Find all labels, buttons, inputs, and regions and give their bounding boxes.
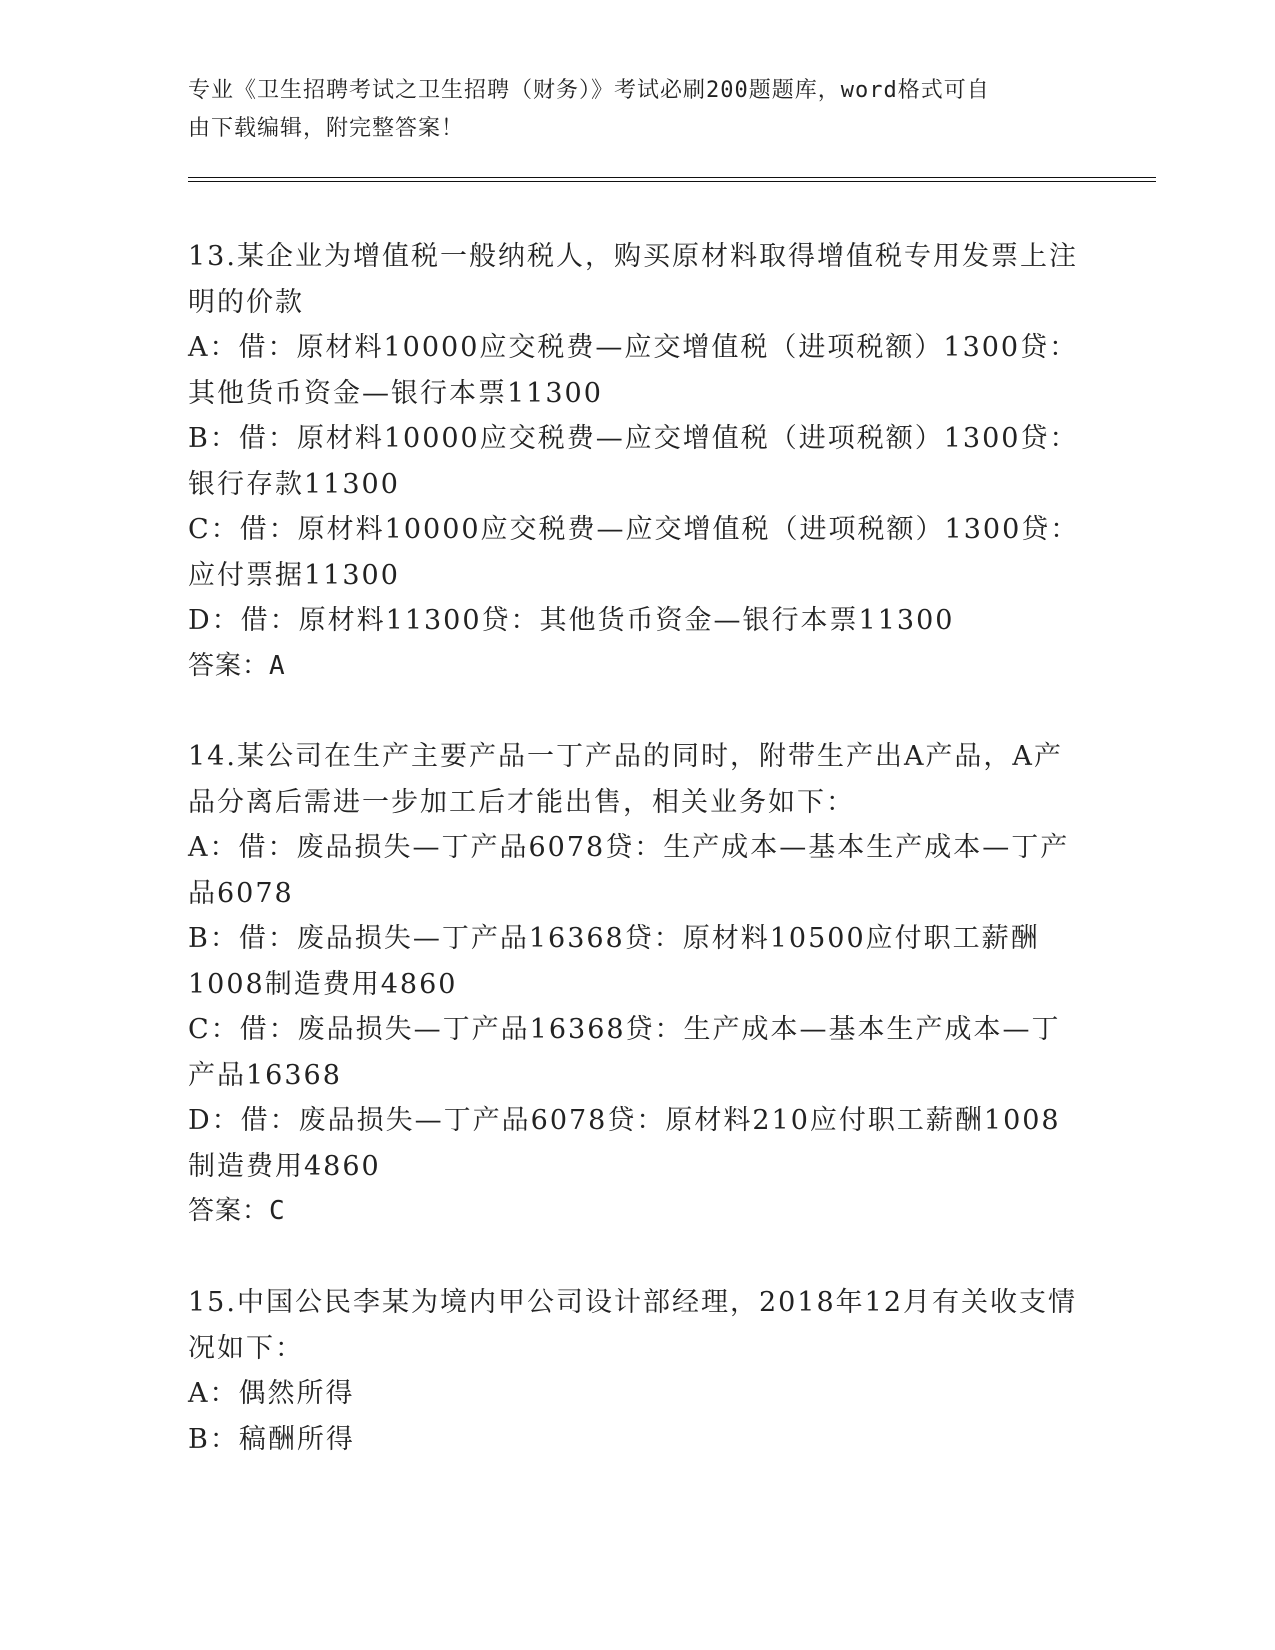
question-stem: 14.某公司在生产主要产品一丁产品的同时，附带生产出A产品，A产品分离后需进一步加工后才能出售，相关业务如下：	[188, 741, 1063, 818]
option-b: B：借：废品损失—丁产品16368贷：原材料10500应付职工薪酬1008制造费用4860	[188, 923, 1040, 1000]
divider-line-bottom	[188, 181, 1156, 182]
question-stem: 13.某企业为增值税一般纳税人，购买原材料取得增值税专用发票上注明的价款	[188, 241, 1078, 318]
option-d: D：借：原材料11300贷：其他货币资金—银行本票11300	[188, 605, 955, 636]
answer: 答案：A	[188, 650, 286, 681]
question-14	[188, 734, 1088, 1235]
option-c: C：借：废品损失—丁产品16368贷：生产成本—基本生产成本—丁产品16368	[188, 1014, 1061, 1091]
option-a: A：借：原材料10000应交税费—应交增值税（进项税额）1300贷：其他货币资金—银行本票11300	[188, 332, 1079, 409]
question-15	[188, 1280, 1088, 1462]
option-a: A：借：废品损失—丁产品6078贷：生产成本—基本生产成本—丁产品6078	[188, 832, 1070, 909]
option-d: D：借：废品损失—丁产品6078贷：原材料210应付职工薪酬1008制造费用4860	[188, 1105, 1061, 1182]
question-13	[188, 234, 1088, 689]
divider-line-top	[188, 177, 1156, 178]
document-header	[188, 72, 1088, 148]
option-b: B：稿酬所得	[188, 1423, 355, 1455]
header-divider	[188, 177, 1156, 183]
option-c: C：借：原材料10000应交税费—应交增值税（进项税额）1300贷：应付票据11300	[188, 514, 1080, 591]
header-line-2: 由下载编辑，附完整答案！	[188, 116, 465, 141]
answer: 答案：C	[188, 1196, 286, 1226]
header-line-1: 专业《卫生招聘考试之卫生招聘（财务）》考试必刷200题题库，word格式可自	[188, 78, 990, 103]
option-a: A：偶然所得	[188, 1378, 355, 1409]
question-stem: 15.中国公民李某为境内甲公司设计部经理，2018年12月有关收支情况如下：	[188, 1287, 1078, 1364]
option-b: B：借：原材料10000应交税费—应交增值税（进项税额）1300贷：银行存款11300	[188, 423, 1079, 500]
